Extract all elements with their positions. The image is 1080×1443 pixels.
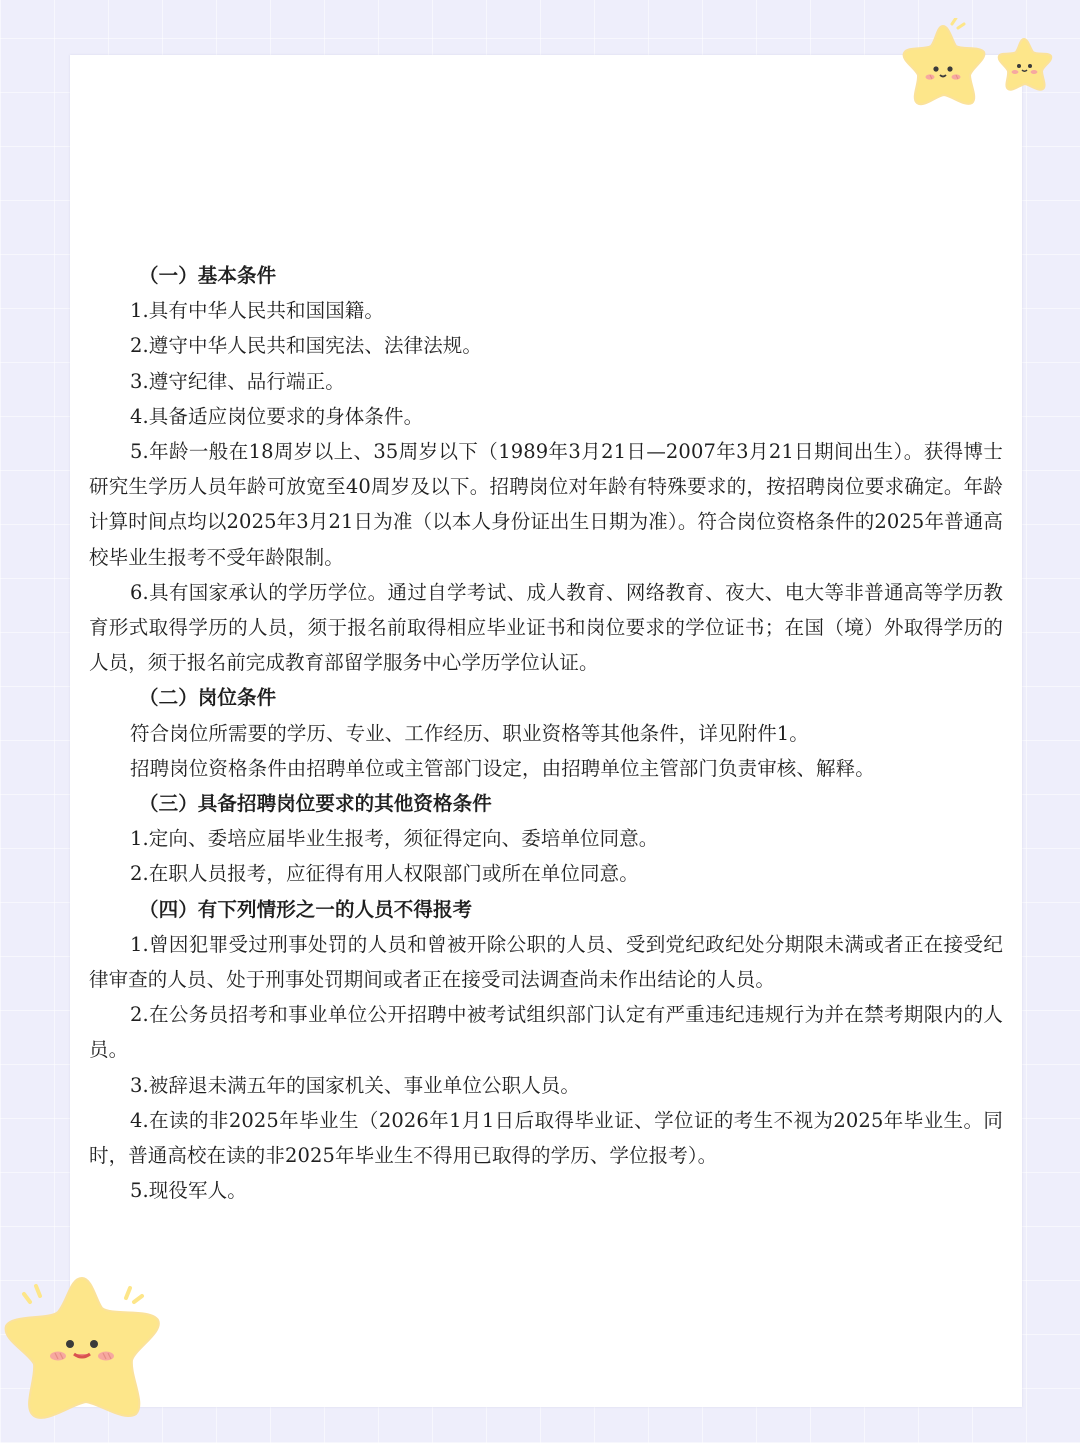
section-heading-position: （二）岗位条件 — [139, 686, 277, 710]
section-heading-basic: （一）基本条件 — [139, 264, 277, 287]
paragraph: 6.具有国家承认的学历学位。通过自学考试、成人教育、网络教育、夜大、电大等非普通高等学历教育形式取得学历的人员，须于报名前取得相应毕业证书和岗位要求的学位证书；在国（境）外取得学历的人员，须于报名前完成教育部留学服务中心学历学位认证。 — [89, 580, 1003, 675]
paragraph: 5.现役军人。 — [130, 1179, 247, 1203]
paragraph: 3.被辞退未满五年的国家机关、事业单位公职人员。 — [130, 1073, 581, 1097]
star-face-icon — [0, 1272, 170, 1432]
paragraph: 符合岗位所需要的学历、专业、工作经历、职业资格等其他条件，详见附件1。 — [130, 721, 809, 745]
star-face-icon — [994, 34, 1058, 94]
paragraph: 1.定向、委培应届毕业生报考，须征得定向、委培单位同意。 — [130, 827, 659, 851]
paragraph: 1.具有中华人民共和国国籍。 — [130, 299, 385, 323]
section-heading-ineligible: （四）有下列情形之一的人员不得报考 — [139, 897, 473, 921]
paragraph: 1.曾因犯罪受过刑事处罚的人员和曾被开除公职的人员、受到党纪政纪处分期限未满或者正在接受纪律审查的人员、处于刑事处罚期间或者正在接受司法调查尚未作出结论的人员。 — [89, 932, 1003, 992]
paragraph: 招聘岗位资格条件由招聘单位或主管部门设定，由招聘单位主管部门负责审核、解释。 — [130, 756, 875, 780]
paragraph: 5.年龄一般在18周岁以上、35周岁以下（1989年3月21日—2007年3月21日期间出生）。获得博士研究生学历人员年龄可放宽至40周岁及以下。招聘岗位对年龄有特殊要求的，按招聘岗位要求确定。年龄计算时间点均以2025年3月21日为准（以本人身份证出生日期为准）。符合岗位资格条件的2025年普通高校毕业生报考不受年龄限制。 — [89, 440, 1003, 569]
section-heading-other-qualifications: （三）具备招聘岗位要求的其他资格条件 — [139, 792, 492, 816]
paragraph: 2.在职人员报考，应征得有用人权限部门或所在单位同意。 — [130, 862, 639, 886]
paragraph: 2.遵守中华人民共和国宪法、法律法规。 — [130, 334, 483, 358]
paragraph: 3.遵守纪律、品行端正。 — [130, 369, 345, 393]
star-face-icon — [896, 18, 996, 113]
paragraph: 2.在公务员招考和事业单位公开招聘中被考试组织部门认定有严重违纪违规行为并在禁考期限内的人员。 — [89, 1003, 1003, 1062]
paragraph: 4.在读的非2025年毕业生（2026年1月1日后取得毕业证、学位证的考生不视为2025年毕业生。同时，普通高校在读的非2025年毕业生不得用已取得的学历、学位报考）。 — [89, 1108, 1003, 1168]
paragraph: 4.具备适应岗位要求的身体条件。 — [130, 404, 424, 428]
document-body — [89, 258, 1003, 1208]
